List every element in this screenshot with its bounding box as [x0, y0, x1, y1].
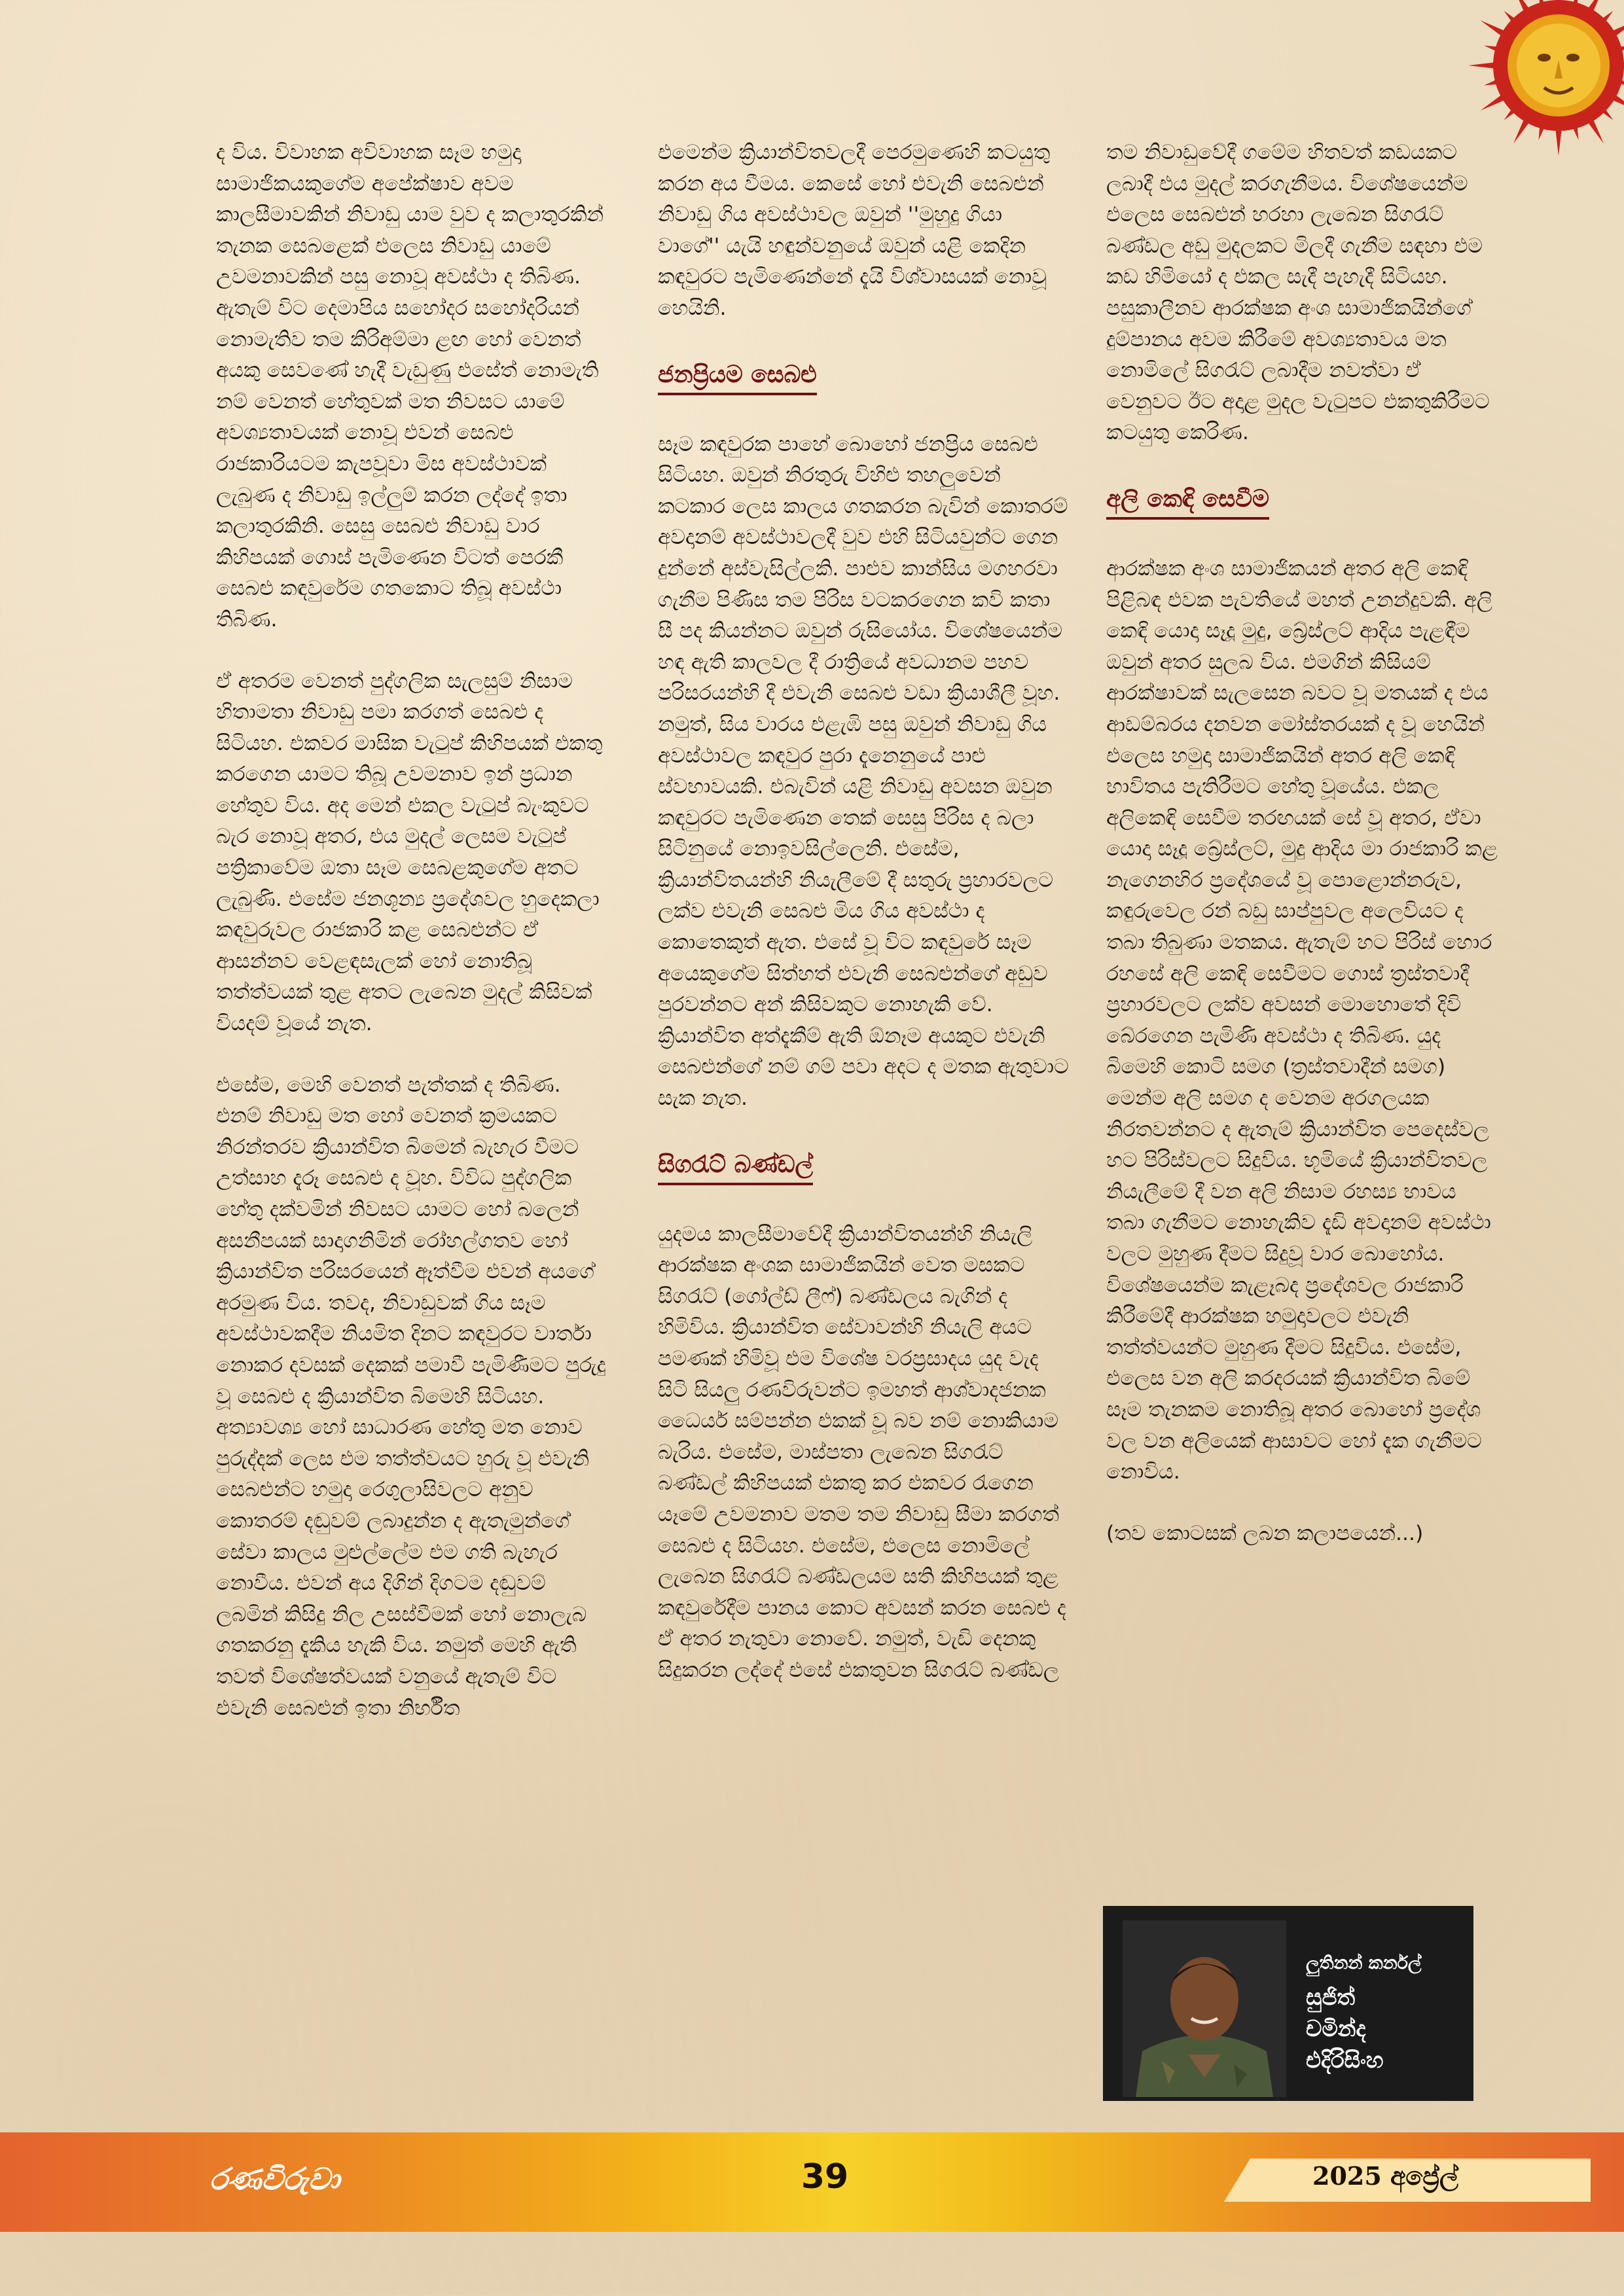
paragraph: තම නිවාඩුවේදී ගමේම හිතවත් කඩයකට ලබාදී එය මුදල් කරගැනීමය. විශේෂයෙන්ම එලෙස සෙබළුන් හරහා ලැබෙන සිගරැට් බණ්ඩල අඩු මුදලකට මිලදී ගැනීම සඳහා එම කඩ හිමියෝ ද එකල සැදී පැහැදී සිටියහ. පසුකාලීනව ආරක්ෂක අංශ සාමාජිකයින්ගේ දුම්පානය අවම කිරීමේ අවශ්‍යතාවය මත නොමිලේ සිගරැට් ලබාදීම නවත්වා ඒ වෙනුවට ඊට අදාළ මුදල වැටුපට එකතුකිරීමට කටයුතු කෙරිණ.	[1106, 141, 1490, 445]
paragraph: එසේම, මෙහි වෙනත් පැත්තක් ද තිබිණ. එනම් නිවාඩු මත හෝ වෙනත් ක්‍රමයකට නිරන්තරව ක්‍රියාන්විත බිමෙන් බැහැර වීමට උත්සාහ දැරූ සෙබළු ද වූහ. විවිධ පුද්ගලික හේතු දක්වමින් නිවසට යාමට හෝ බලෙන් අසනීපයක් සාදාගනිමින් රෝහල්ගතව හෝ ක්‍රියාන්විත පරිසරයෙන් ඈත්වීම එවන් අයගේ අරමුණ විය. තවද, නිවාඩුවක් ගිය සෑම අවස්ථාවකදීම නියමිත දිනට කඳවුරට වාර්තා නොකර දවසක් දෙකක් පමාවී පැමිණීමට පුරුදු වූ සෙබළු ද ක්‍රියාන්විත බිමෙහි සිටියහ. අත්‍යාවශ්‍ය හෝ සාධාරණ හේතු මත නොව පුරුද්දක් ලෙස එම තත්ත්වයට හුරු වූ එවැනි සෙබළුන්ට හමුදා රෙගුලාසිවලට අනුව කොතරම් දඬුවම් ලබාදුන්න ද ඇතැමුන්ගේ සේවා කාලය මුළුල්ලේම එම ගති බැහැර නොවීය. එවන් අය දිගින් දිගටම දඬුවම් ලබමින් කිසිදු නිල උසස්වීමක් හෝ නොලැබ ගතකරනු දැකිය හැකි විය. නමුත් මෙහි ඇති තවත් විශේෂත්වයක් වනුයේ ඇතැම් විට එවැනි සෙබළුන් ඉතා නිර්භීත	[216, 1073, 606, 1720]
sun-emblem-icon	[1467, 0, 1624, 157]
paragraph: ආරක්ෂක අංශ සාමාජිකයන් අතර අලි කෙඳි පිළිබඳ එවක පැවතියේ මහත් උනන්දුවකි. අලි කෙඳි යොදා සෑදූ මුදු, බ්‍රේස්ලට් ආදිය පැළඳීම ඔවුන් අතර සුලබ විය. එමගින් කිසියම් ආරක්ෂාවක් සැලසෙන බවට වූ මතයක් ද එය ආඩම්බරය දනවන මෝස්තරයක් ද වූ හෙයින් එලෙස හමුදා සාමාජිකයින් අතර අලි කෙඳි භාවිතය පැතිරීමට හේතු වූයේය. එකල අලිකෙඳි සෙවීම තරඟයක් සේ වූ අතර, ඒවා යොදා සෑදූ බ්‍රේස්ලට්, මුදු ආදිය මා රාජකාරි කළ නැගෙනහිර ප්‍රදේශයේ වූ පොළොන්නරුව, කඳුරුවෙල රන් බඩු සාප්පුවල අලෙවියට ද තබා තිබුණා මතකය. ඇතැම් හට පිරිස් හොර රහසේ අලි කෙඳි සෙවීමට ගොස් ත්‍රස්තවාදී ප්‍රහාරවලට ලක්ව අවසන් මොහොතේ දිවි බේරගෙන පැමිණි අවස්ථා ද තිබිණ. යුද බිමෙහි කොටි සමග (ත්‍රස්තවාදීන් සමග) මෙන්ම අලි සමග ද වෙනම අරගලයක නිරතවන්නට ද ඇතැම් ක්‍රියාන්විත පෙදෙස්වල හට පිරිස්වලට සිදුවිය. භූමියේ ක්‍රියාන්විතවල නියැලීමේ දී වන අලි නිසාම රහස්‍ය භාවය තබා ගැනීමට නොහැකිව දැඩි අවදානම් අවස්ථා වලට මුහුණ දීමට සිදුවූ වාර බොහෝය. විශේෂයෙන්ම කැළෑබද ප්‍රදේශවල රාජකාරි කිරීමේදී ආරක්ෂක හමුදාවලට එවැනි තත්ත්වයන්ට මුහුණ දීමට සිදුවිය. එසේම, එලෙස වන අලි කරදරයක් ක්‍රියාන්විත බිමේ සෑම තැනකම නොතිබූ අතර බොහෝ ප්‍රදේශ වල වන අලියෙක් ආසාවට හෝ දැක ගැනීමට නොවිය.	[1106, 556, 1498, 1484]
section-heading-ali: අලි කෙඳි සෙවීම	[1106, 483, 1269, 520]
continued-note: (තව කොටසක් ලබන කලාපයෙන්...)	[1106, 1521, 1424, 1545]
paragraph: ද විය. විවාහක අවිවාහක සෑම හමුදා සාමාජිකයකුගේම අපේක්ෂාව අවම කාලසීමාවකින් නිවාඩු යාම වුව ද කලාතුරකින් තැනක සෙබළෙක් එලෙස නිවාඩු යාමේ උවමනාවකින් පසු නොවූ අවස්ථා ද තිබිණ. ඇතැම් විට දෙමාපිය සහෝදර සහෝදරියන් නොමැතිව තම කිරිඅම්මා ළඟ හෝ වෙනත් අයකු සෙවණේ හැදී වැඩුණු එසේත් නොමැති නම් වෙනත් හේතුවක් මත නිවසට යාමේ අවශ්‍යතාවයක් නොවූ එවන් සෙබළු රාජකාරියටම කැපවූවා මිස අවස්ථාවක් ලැබුණ ද නිවාඩු ඉල්ලුම් කරන ලද්දේ ඉතා කලාතුරකිනි. සෙසු සෙබළු නිවාඩු වාර කිහිපයක් ගොස් පැමිණෙන විටත් පෙරකී සෙබළු කඳවුරේම ගතකොට තිබූ අවස්ථා තිබිණ.	[216, 141, 604, 632]
issue-date: 2025 අප්‍රේල්	[1312, 2161, 1458, 2191]
article-column-right	[1106, 137, 1499, 2049]
magazine-name: රණවිරුවා	[209, 2161, 340, 2197]
article-column-left	[216, 137, 609, 2108]
author-rank: ලුතිනන් කර්නල්	[1306, 1953, 1422, 1973]
paragraph: ඒ අතරම වෙනත් පුද්ගලික සැලසුම් නිසාම හිතාමතා නිවාඩු පමා කරගත් සෙබළු ද සිටියහ. එකවර මාසික වැටුප් කිහිපයක් එකතු කරගෙන යාමට තිබූ උවමනාව ඉන් ප්‍රධාන හේතුව විය. අද මෙන් එකල වැටුප් බැංකුවට බැර නොවූ අතර, එය මුදල් ලෙසම වැටුප් පත්‍රිකාවේම ඔතා සෑම සෙබළකුගේම අතට ලැබුණි. එසේම ජනශූන්‍ය ප්‍රදේශවල හුදෙකලා කඳවුරුවල රාජකාරි කළ සෙබළුන්ට ඒ ආසන්නව වෙළඳසැලක් හෝ නොතිබූ තත්ත්වයක් තුළ අතට ලැබෙන මුදල් කිසිවක් වියදම් වූයේ නැත.	[216, 669, 603, 1036]
page-footer	[0, 2132, 1624, 2232]
paragraph: යුදමය කාලසීමාවේදී ක්‍රියාන්විතයන්හි නියැලි ආරක්ෂක අංශක සාමාජිකයින් වෙත මසකට සිගරැට් (ගෝල්ඩ් ලීෆ්) බණ්ඩලය බැගින් ද හිමිවිය. ක්‍රියාන්විත සේවාවන්හි නියැලි අයට පමණක් හිමිවූ එම විශේෂ වරප්‍රසාදය යුද වැද සිටි සියලු රණවිරුවන්ට ඉමහත් ආශ්වාදජනක ධෛර්ය සම්පන්න එකක් වූ බව නම් නොකියාම බැරිය. එසේම, මාස්පතා ලැබෙන සිගරැට් බණ්ඩල් කිහිපයක් එකතු කර එකවර රැගෙන යෑමේ උවමනාව මතම තම නිවාඩු සීමා කරගත් සෙබළු ද සිටියහ. එසේම, එලෙස නොමිලේ ලැබෙන සිගරැට් බණ්ඩලයම සති කිහිපයක් තුළ කඳවුරේදීම පානය කොට අවසන් කරන සෙබළු ද ඒ අතර නැතුවා නොවේ. නමුත්, වැඩි දෙනකු සිදුකරන ලද්දේ එසේ එකතුවන සිගරැට් බණ්ඩල	[658, 1222, 1066, 1682]
paragraph: එමෙන්ම ක්‍රියාන්විතවලදී පෙරමුණෙහි කටයුතු කරන අය වීමය. කෙසේ හෝ එවැනි සෙබළුන් නිවාඩු ගිය අවස්ථාවල ඔවුන් ''මුහුදු ගියා වාගේ'' යැයි හඳුන්වනුයේ ඔවුන් යළි කෙදින කඳවුරට පැමිණෙන්නේ දැයි විශ්වාසයක් නොවූ හෙයිනි.	[658, 141, 1051, 320]
author-photo	[1123, 1920, 1286, 2097]
section-heading-sigaret: සිගරැට් බණ්ඩල්	[658, 1149, 813, 1185]
author-name-middle: චමින්ද	[1306, 2016, 1366, 2042]
section-heading-janapriya: ජනප්‍රියම සෙබළු	[658, 359, 817, 395]
author-credit	[1306, 1948, 1470, 2076]
author-box	[1103, 1906, 1473, 2101]
paragraph: සෑම කඳවුරක පාහේ බොහෝ ජනප්‍රිය සෙබළු සිටියහ. ඔවුන් නිරතුරු විහිළු තහලුවෙන් කටකාර ලෙස කාලය ගතකරන බැවින් කොතරම් අවදානම් අවස්ථාවලදී වුව එහි සිටියවුන්ට ගෙන දුන්නේ අස්වැසිල්ලකි. පාළුව කාන්සිය මගහරවා ගැනීම පිණිස තම පිරිස වටකරගෙන කවි කතා සී පද කියන්නට ඔවුන් රුසියෝය. විශේෂයෙන්ම හඳ ඇති කාලවල දී රාත්‍රියේ අවධානම පහව පරිසරයන්හි දී එවැනි සෙබළු වඩා ක්‍රියාශීලී වූහ. නමුත්, සිය වාරය එළැඹි පසු ඔවුන් නිවාඩු ගිය අවස්ථාවල කඳවුර පුරා දැනෙනුයේ පාළු ස්වභාවයකි. එබැවින් යළි නිවාඩු අවසන ඔවුන කඳවුරට පැමිණෙන තෙක් සෙසු පිරිස ද බලා සිටිනුයේ නොඉවසිල්ලෙනි. එසේම, ක්‍රියාන්විතයන්හි නියැලීමේ දී සතුරු ප්‍රහාරවලට ලක්ව එවැනි සෙබළු මිය ගිය අවස්ථා ද කොතෙකුත් ඇත. එසේ වූ විට කඳවුරේ සෑම අයෙකුගේම සිත්හත් එවැනි සෙබළුන්ගේ අඩුව පුරවන්නට අන් කිසිවකුට නොහැකි වේ. ක්‍රියාන්විත අත්දැකීම් ඇති ඕනෑම අයකුට එවැනි සෙබළුන්ගේ නම් ගම් පවා අදට ද මතක ඇතුවාට සැක නැත.	[658, 432, 1069, 1111]
sun-ray	[1468, 61, 1507, 70]
sun-ray	[1554, 117, 1563, 156]
page-number: 39	[801, 2157, 849, 2197]
author-name-first: සුජිත්	[1306, 1984, 1356, 2011]
author-name-last: එදිරිසිංහ	[1306, 2047, 1384, 2073]
article-column-middle	[658, 137, 1070, 2108]
